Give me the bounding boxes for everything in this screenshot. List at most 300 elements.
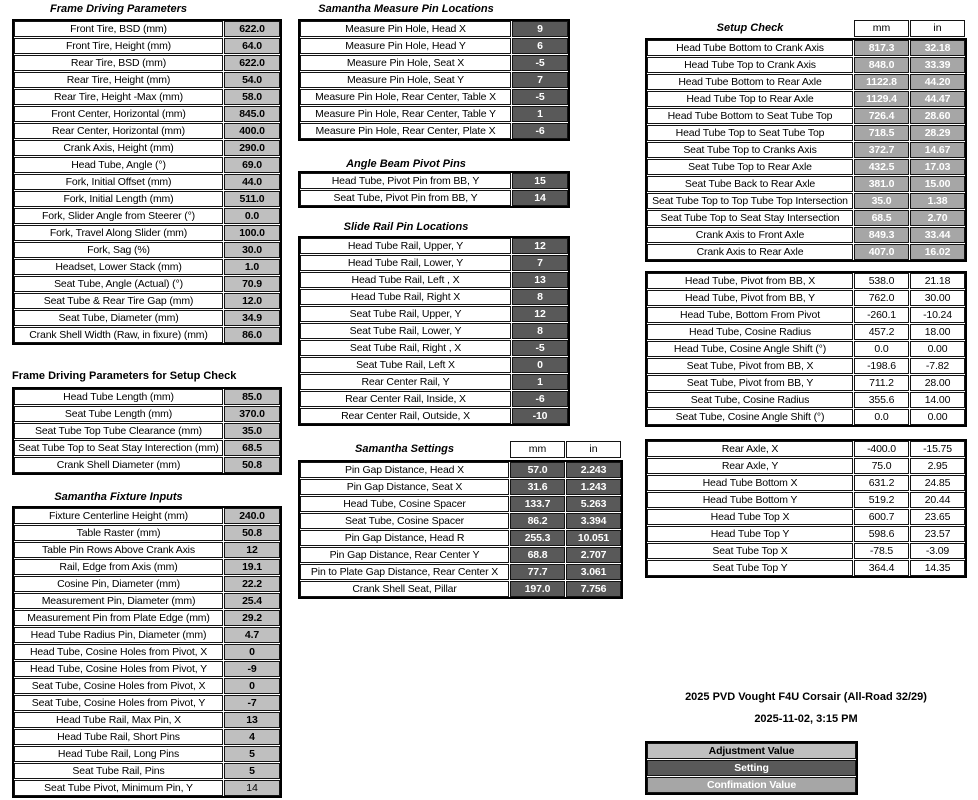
row-value: -7.82 (910, 358, 965, 374)
table-row (300, 564, 621, 580)
row-value: 381.0 (854, 176, 909, 192)
row-label: Seat Tube & Rear Tire Gap (mm) (14, 293, 223, 309)
table-row (14, 191, 280, 207)
row-value: 30.00 (910, 290, 965, 306)
row-label: Seat Tube, Cosine Holes from Pivot, X (14, 678, 223, 694)
table-row (647, 227, 965, 243)
table-row (647, 375, 965, 391)
pivot-dimensions-table (645, 271, 967, 427)
row-value: 7 (512, 255, 568, 271)
table-row (647, 358, 965, 374)
row-value: -9 (224, 661, 280, 677)
row-value: 1 (512, 374, 568, 390)
row-label: Seat Tube, Cosine Radius (647, 392, 853, 408)
row-value: 372.7 (854, 142, 909, 158)
row-label: Rear Center Rail, Outside, X (300, 408, 511, 424)
row-label: Rear Center Rail, Y (300, 374, 511, 390)
row-label: Seat Tube, Cosine Angle Shift (°) (647, 409, 853, 425)
row-value: -3.09 (910, 543, 965, 559)
row-label: Seat Tube Top X (647, 543, 853, 559)
row-label: Head Tube Bottom to Rear Axle (647, 74, 853, 90)
row-value: 10.051 (566, 530, 621, 546)
row-label: Seat Tube Top to Rear Axle (647, 159, 853, 175)
row-label: Head Tube, Pivot Pin from BB, Y (300, 173, 511, 189)
row-value: 1122.8 (854, 74, 909, 90)
setup-check-table (645, 38, 967, 262)
row-value: 622.0 (224, 21, 280, 37)
row-value: 14 (512, 190, 568, 206)
row-label: Pin Gap Distance, Head R (300, 530, 509, 546)
row-value: 35.0 (854, 193, 909, 209)
setup-check-header (645, 20, 967, 37)
table-row (647, 125, 965, 141)
setup-check-title: Setup Check (716, 22, 784, 34)
row-value: 7.756 (566, 581, 621, 597)
row-label: Table Pin Rows Above Crank Axis (14, 542, 223, 558)
row-value: -5 (512, 89, 568, 105)
table-row (647, 409, 965, 425)
row-label: Measure Pin Hole, Head X (300, 21, 511, 37)
table-row (14, 38, 280, 54)
row-value: 58.0 (224, 89, 280, 105)
slide-rail-pin-locations-title: Slide Rail Pin Locations (343, 221, 469, 233)
row-value: 25.4 (224, 593, 280, 609)
frame-driving-parameters-title: Frame Driving Parameters (50, 3, 187, 15)
row-value: -6 (512, 391, 568, 407)
table-row (300, 106, 568, 122)
table-row (14, 508, 280, 524)
table-row (647, 40, 965, 56)
row-value: 817.3 (854, 40, 909, 56)
row-label: Seat Tube Length (mm) (14, 406, 223, 422)
row-value: 3.061 (566, 564, 621, 580)
row-value: 255.3 (510, 530, 565, 546)
table-row (300, 479, 621, 495)
row-label: Head Tube Bottom Y (647, 492, 853, 508)
table-row (300, 462, 621, 478)
legend-label: Adjustment Value (647, 743, 856, 759)
table-row (647, 475, 965, 491)
table-row (14, 106, 280, 122)
row-value: 711.2 (854, 375, 909, 391)
table-row (300, 496, 621, 512)
row-label: Seat Tube Rail, Pins (14, 763, 223, 779)
table-row (14, 542, 280, 558)
table-row (647, 341, 965, 357)
table-row (647, 108, 965, 124)
measure-pin-locations-title: Samantha Measure Pin Locations (318, 3, 494, 15)
row-label: Seat Tube Rail, Lower, Y (300, 323, 511, 339)
row-value: 35.0 (224, 423, 280, 439)
table-row (14, 259, 280, 275)
row-label: Crank Axis to Front Axle (647, 227, 853, 243)
table-row (647, 526, 965, 542)
row-value: 22.2 (224, 576, 280, 592)
row-value: 13 (512, 272, 568, 288)
row-label: Fork, Initial Offset (mm) (14, 174, 223, 190)
legend-label: Setting (647, 760, 856, 776)
row-value: 5.263 (566, 496, 621, 512)
table-row (647, 543, 965, 559)
row-label: Head Tube Rail, Max Pin, X (14, 712, 223, 728)
table-row (14, 457, 280, 473)
table-row (14, 627, 280, 643)
table-row (647, 441, 965, 457)
row-label: Seat Tube Top to Top Tube Top Intersection (647, 193, 853, 209)
angle-beam-pivot-pins-title: Angle Beam Pivot Pins (346, 158, 466, 170)
measure-pin-locations-table (298, 19, 570, 141)
row-value: 54.0 (224, 72, 280, 88)
row-label: Head Tube, Cosine Angle Shift (°) (647, 341, 853, 357)
table-row (14, 157, 280, 173)
row-label: Head Tube Rail, Short Pins (14, 729, 223, 745)
table-row (647, 142, 965, 158)
row-label: Head Tube, Pivot from BB, X (647, 273, 853, 289)
table-row (300, 289, 568, 305)
row-label: Front Center, Horizontal (mm) (14, 106, 223, 122)
table-row (300, 323, 568, 339)
table-row (647, 560, 965, 576)
row-value: 70.9 (224, 276, 280, 292)
row-value: -260.1 (854, 307, 909, 323)
row-label: Head Tube, Cosine Holes from Pivot, X (14, 644, 223, 660)
row-value: 2.70 (910, 210, 965, 226)
row-value: 631.2 (854, 475, 909, 491)
row-value: 8 (512, 289, 568, 305)
row-value: -78.5 (854, 543, 909, 559)
row-value: 77.7 (510, 564, 565, 580)
table-row (300, 581, 621, 597)
row-value: -7 (224, 695, 280, 711)
row-value: 457.2 (854, 324, 909, 340)
table-row (14, 644, 280, 660)
row-label: Pin Gap Distance, Rear Center Y (300, 547, 509, 563)
table-row (647, 176, 965, 192)
table-row (14, 389, 280, 405)
row-value: 32.18 (910, 40, 965, 56)
row-label: Seat Tube Rail, Right , X (300, 340, 511, 356)
row-value: 0.00 (910, 341, 965, 357)
legend-row (647, 743, 856, 759)
row-label: Crank Shell Width (Raw, in fixure) (mm) (14, 327, 223, 343)
table-row (300, 55, 568, 71)
samantha-fixture-inputs-title: Samantha Fixture Inputs (54, 491, 183, 503)
row-value: 31.6 (510, 479, 565, 495)
row-value: 15 (512, 173, 568, 189)
row-label: Measure Pin Hole, Head Y (300, 38, 511, 54)
row-value: 69.0 (224, 157, 280, 173)
row-value: -6 (512, 123, 568, 139)
table-row (300, 340, 568, 356)
row-label: Fork, Sag (%) (14, 242, 223, 258)
row-label: Rear Axle, X (647, 441, 853, 457)
table-row (14, 423, 280, 439)
table-row (14, 525, 280, 541)
row-value: 622.0 (224, 55, 280, 71)
table-row (14, 140, 280, 156)
row-value: 848.0 (854, 57, 909, 73)
table-row (14, 310, 280, 326)
table-row (647, 210, 965, 226)
row-label: Measure Pin Hole, Seat X (300, 55, 511, 71)
row-label: Pin Gap Distance, Head X (300, 462, 509, 478)
row-value: 23.57 (910, 526, 965, 542)
row-value: 68.5 (854, 210, 909, 226)
table-row (14, 576, 280, 592)
row-label: Seat Tube Rail, Left X (300, 357, 511, 373)
row-value: 3.394 (566, 513, 621, 529)
row-label: Seat Tube, Cosine Spacer (300, 513, 509, 529)
row-label: Fork, Slider Angle from Steerer (°) (14, 208, 223, 224)
row-label: Head Tube, Pivot from BB, Y (647, 290, 853, 306)
unit-in-header: in (910, 20, 965, 37)
table-row (647, 273, 965, 289)
row-value: 15.00 (910, 176, 965, 192)
table-row (300, 391, 568, 407)
document-title: 2025 PVD Vought F4U Corsair (All-Road 32/29) (685, 691, 927, 703)
row-value: -15.75 (910, 441, 965, 457)
table-row (647, 307, 965, 323)
row-label: Fork, Travel Along Slider (mm) (14, 225, 223, 241)
table-row (14, 780, 280, 796)
row-label: Seat Tube Pivot, Minimum Pin, Y (14, 780, 223, 796)
row-label: Head Tube, Cosine Holes from Pivot, Y (14, 661, 223, 677)
row-label: Head Tube Radius Pin, Diameter (mm) (14, 627, 223, 643)
row-label: Measure Pin Hole, Rear Center, Table X (300, 89, 511, 105)
row-value: 28.00 (910, 375, 965, 391)
row-label: Head Tube Rail, Upper, Y (300, 238, 511, 254)
row-label: Seat Tube, Angle (Actual) (°) (14, 276, 223, 292)
row-value: 240.0 (224, 508, 280, 524)
row-label: Crank Shell Diameter (mm) (14, 457, 223, 473)
row-value: 14.35 (910, 560, 965, 576)
row-label: Head Tube Top X (647, 509, 853, 525)
row-value: 64.0 (224, 38, 280, 54)
row-value: 726.4 (854, 108, 909, 124)
table-row (300, 255, 568, 271)
row-label: Head Tube Bottom to Crank Axis (647, 40, 853, 56)
row-value: 290.0 (224, 140, 280, 156)
row-label: Front Tire, BSD (mm) (14, 21, 223, 37)
table-row (647, 392, 965, 408)
row-value: 6 (512, 38, 568, 54)
legend-row (647, 760, 856, 776)
row-label: Crank Axis to Rear Axle (647, 244, 853, 260)
row-value: 370.0 (224, 406, 280, 422)
row-label: Rear Center Rail, Inside, X (300, 391, 511, 407)
row-value: 20.44 (910, 492, 965, 508)
row-value: 7 (512, 72, 568, 88)
row-value: 85.0 (224, 389, 280, 405)
row-value: 9 (512, 21, 568, 37)
row-value: 1.38 (910, 193, 965, 209)
table-row (300, 173, 568, 189)
table-row (647, 74, 965, 90)
row-label: Seat Tube, Pivot from BB, X (647, 358, 853, 374)
row-value: -10 (512, 408, 568, 424)
row-label: Headset, Lower Stack (mm) (14, 259, 223, 275)
row-value: 1129.4 (854, 91, 909, 107)
row-label: Head Tube Rail, Left , X (300, 272, 511, 288)
row-value: 33.44 (910, 227, 965, 243)
row-value: 1.243 (566, 479, 621, 495)
table-row (14, 712, 280, 728)
samantha-settings-header (298, 441, 623, 458)
row-value: 33.39 (910, 57, 965, 73)
row-value: -400.0 (854, 441, 909, 457)
row-value: 511.0 (224, 191, 280, 207)
table-row (647, 91, 965, 107)
table-row (647, 193, 965, 209)
table-row (14, 174, 280, 190)
table-row (14, 21, 280, 37)
row-value: 14.00 (910, 392, 965, 408)
row-label: Crank Axis, Height (mm) (14, 140, 223, 156)
table-row (14, 559, 280, 575)
row-value: -198.6 (854, 358, 909, 374)
row-label: Table Raster (mm) (14, 525, 223, 541)
row-value: 100.0 (224, 225, 280, 241)
row-value: 2.95 (910, 458, 965, 474)
row-label: Head Tube Top to Seat Tube Top (647, 125, 853, 141)
row-label: Head Tube, Cosine Spacer (300, 496, 509, 512)
table-row (14, 678, 280, 694)
row-label: Seat Tube Top Tube Clearance (mm) (14, 423, 223, 439)
row-label: Fork, Initial Length (mm) (14, 191, 223, 207)
row-label: Measurement Pin, Diameter (mm) (14, 593, 223, 609)
row-label: Pin to Plate Gap Distance, Rear Center X (300, 564, 509, 580)
table-row (647, 244, 965, 260)
legend-row (647, 777, 856, 793)
row-label: Seat Tube Top to Cranks Axis (647, 142, 853, 158)
row-label: Head Tube Top to Crank Axis (647, 57, 853, 73)
frame-driving-setup-check-title: Frame Driving Parameters for Setup Check (12, 370, 237, 382)
table-row (14, 729, 280, 745)
row-label: Head Tube Bottom X (647, 475, 853, 491)
row-value: -5 (512, 340, 568, 356)
row-value: 598.6 (854, 526, 909, 542)
row-value: 0.0 (854, 409, 909, 425)
row-label: Seat Tube Top to Seat Stay Interection (mm) (14, 440, 223, 456)
row-value: 44.20 (910, 74, 965, 90)
document-timestamp: 2025-11-02, 3:15 PM (754, 713, 858, 725)
row-value: 4 (224, 729, 280, 745)
row-value: 29.2 (224, 610, 280, 626)
unit-mm-header: mm (854, 20, 909, 37)
axle-coordinates-table (645, 439, 967, 578)
table-row (300, 530, 621, 546)
row-value: 407.0 (854, 244, 909, 260)
table-row (647, 57, 965, 73)
row-label: Head Tube Top to Rear Axle (647, 91, 853, 107)
table-row (14, 610, 280, 626)
row-value: 57.0 (510, 462, 565, 478)
samantha-settings-title: Samantha Settings (354, 443, 455, 455)
row-value: 12 (512, 306, 568, 322)
row-value: 13 (224, 712, 280, 728)
table-row (300, 547, 621, 563)
table-row (647, 492, 965, 508)
row-value: 75.0 (854, 458, 909, 474)
row-value: 50.8 (224, 457, 280, 473)
row-value: 44.0 (224, 174, 280, 190)
table-row (647, 509, 965, 525)
row-label: Head Tube, Bottom From Pivot (647, 307, 853, 323)
row-label: Head Tube, Cosine Radius (647, 324, 853, 340)
row-label: Seat Tube, Cosine Holes from Pivot, Y (14, 695, 223, 711)
table-row (300, 89, 568, 105)
row-value: 5 (224, 763, 280, 779)
row-value: 0.0 (224, 208, 280, 224)
row-value: 0.0 (854, 341, 909, 357)
row-label: Rear Tire, Height -Max (mm) (14, 89, 223, 105)
row-label: Crank Shell Seat, Pillar (300, 581, 509, 597)
table-row (300, 374, 568, 390)
row-value: 133.7 (510, 496, 565, 512)
row-value: 12 (224, 542, 280, 558)
table-row (14, 276, 280, 292)
row-value: 5 (224, 746, 280, 762)
samantha-settings-table (298, 460, 623, 599)
table-row (300, 72, 568, 88)
table-row (300, 21, 568, 37)
row-value: 2.707 (566, 547, 621, 563)
row-value: 44.47 (910, 91, 965, 107)
row-label: Head Tube Bottom to Seat Tube Top (647, 108, 853, 124)
table-row (14, 225, 280, 241)
row-value: 364.4 (854, 560, 909, 576)
table-row (14, 763, 280, 779)
row-value: 849.3 (854, 227, 909, 243)
row-value: -10.24 (910, 307, 965, 323)
table-row (14, 293, 280, 309)
unit-mm-header: mm (510, 441, 565, 458)
row-value: 4.7 (224, 627, 280, 643)
row-value: 0 (224, 678, 280, 694)
row-value: 86.0 (224, 327, 280, 343)
row-label: Seat Tube, Pivot Pin from BB, Y (300, 190, 511, 206)
angle-beam-pivot-pins-table (298, 171, 570, 208)
table-row (300, 513, 621, 529)
row-label: Cosine Pin, Diameter (mm) (14, 576, 223, 592)
row-value: 718.5 (854, 125, 909, 141)
row-value: 68.8 (510, 547, 565, 563)
row-value: 600.7 (854, 509, 909, 525)
row-value: 19.1 (224, 559, 280, 575)
legend-label: Confimation Value (647, 777, 856, 793)
row-value: 400.0 (224, 123, 280, 139)
samantha-fixture-inputs-table (12, 506, 282, 798)
row-label: Rear Tire, BSD (mm) (14, 55, 223, 71)
row-value: 355.6 (854, 392, 909, 408)
row-label: Rear Axle, Y (647, 458, 853, 474)
table-row (647, 290, 965, 306)
row-value: 86.2 (510, 513, 565, 529)
row-value: 24.85 (910, 475, 965, 491)
row-value: 34.9 (224, 310, 280, 326)
row-value: 538.0 (854, 273, 909, 289)
table-row (300, 357, 568, 373)
table-row (14, 242, 280, 258)
table-row (647, 324, 965, 340)
row-value: 0.00 (910, 409, 965, 425)
table-row (14, 661, 280, 677)
row-value: 519.2 (854, 492, 909, 508)
row-value: 14.67 (910, 142, 965, 158)
row-label: Head Tube, Angle (°) (14, 157, 223, 173)
row-label: Head Tube Top Y (647, 526, 853, 542)
row-value: 845.0 (224, 106, 280, 122)
